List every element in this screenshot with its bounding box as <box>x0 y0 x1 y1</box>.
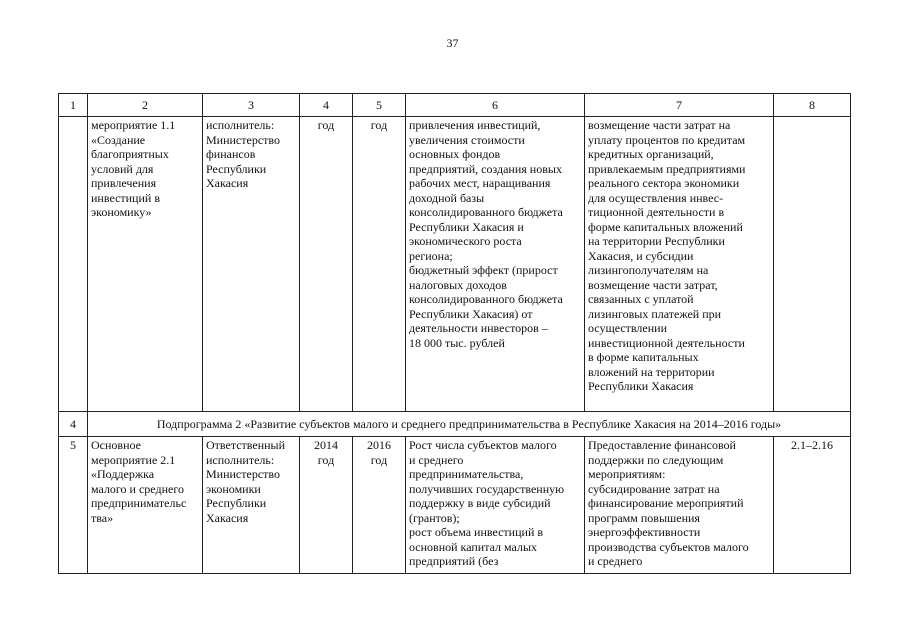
measures-table <box>58 93 851 574</box>
row-number-cell: 4 <box>59 412 88 437</box>
executor-cell: Ответственный исполнитель: Министерство экономики Республики Хакасия <box>203 437 300 574</box>
expected-result-cell: привлечения инвестиций, увеличения стоимости основных фондов предприятий, создания новых рабочих мест, наращивания доходной базы консолидированного бюджета Республики Хакасия и экономического роста региона; бюджетный эффект (прирост налоговых доходов консолидированного бюджета Республики Хакасия) от деятельности инвесторов – 18 000 тыс. рублей <box>406 117 585 412</box>
end-year-cell: 2016 год <box>353 437 406 574</box>
main-directions-cell: возмещение части затрат на уплату процентов по кредитам кредитных организаций, привлекаемым предприятиями реального сектора экономики для осуществления инвес- тиционной деятельности в форме капитальных вложений на территории Республики Хакасия, и субсидии лизингополучателям на возмещение части затрат, связанных с уплатой лизинговых платежей при осуществлении инвестиционной деятельности в форме капитальных вложений на территории Республики Хакасия <box>585 117 774 412</box>
column-number: 6 <box>406 94 585 117</box>
measure-name-cell: мероприятие 1.1 «Создание благоприятных условий для привлечения инвестиций в экономику» <box>88 117 203 412</box>
expected-result-cell: Рост числа субъектов малого и среднего предпринимательства, получивших государственную поддержку в виде субсидий (грантов); рост объема инвестиций в основной капитал малых предприятий (без <box>406 437 585 574</box>
indicator-link-cell: 2.1–2.16 <box>774 437 851 574</box>
row-number-cell <box>59 117 88 412</box>
column-number: 7 <box>585 94 774 117</box>
column-number: 8 <box>774 94 851 117</box>
table-row <box>59 117 851 412</box>
main-directions-cell: Предоставление финансовой поддержки по следующим мероприятиям: субсидирование затрат на финансирование мероприятий программ повышения энергоэффективности производства субъектов малого и среднего <box>585 437 774 574</box>
indicator-link-cell <box>774 117 851 412</box>
measure-name-cell: Основное мероприятие 2.1 «Поддержка малого и среднего предпринимательс тва» <box>88 437 203 574</box>
subprogram-title: Подпрограмма 2 «Развитие субъектов малого и среднего предпринимательства в Республике Хакасия на 2014–2016 годы» <box>88 412 851 437</box>
start-year-cell: год <box>300 117 353 412</box>
start-year-cell: 2014 год <box>300 437 353 574</box>
executor-cell: исполнитель: Министерство финансов Республики Хакасия <box>203 117 300 412</box>
column-numbers-row <box>59 94 851 117</box>
column-number: 4 <box>300 94 353 117</box>
end-year-cell: год <box>353 117 406 412</box>
column-number: 3 <box>203 94 300 117</box>
column-number: 5 <box>353 94 406 117</box>
row-number-cell: 5 <box>59 437 88 574</box>
page-number: 37 <box>446 36 459 50</box>
column-number: 2 <box>88 94 203 117</box>
table-row <box>59 437 851 574</box>
subprogram-row <box>59 412 851 437</box>
column-number: 1 <box>59 94 88 117</box>
